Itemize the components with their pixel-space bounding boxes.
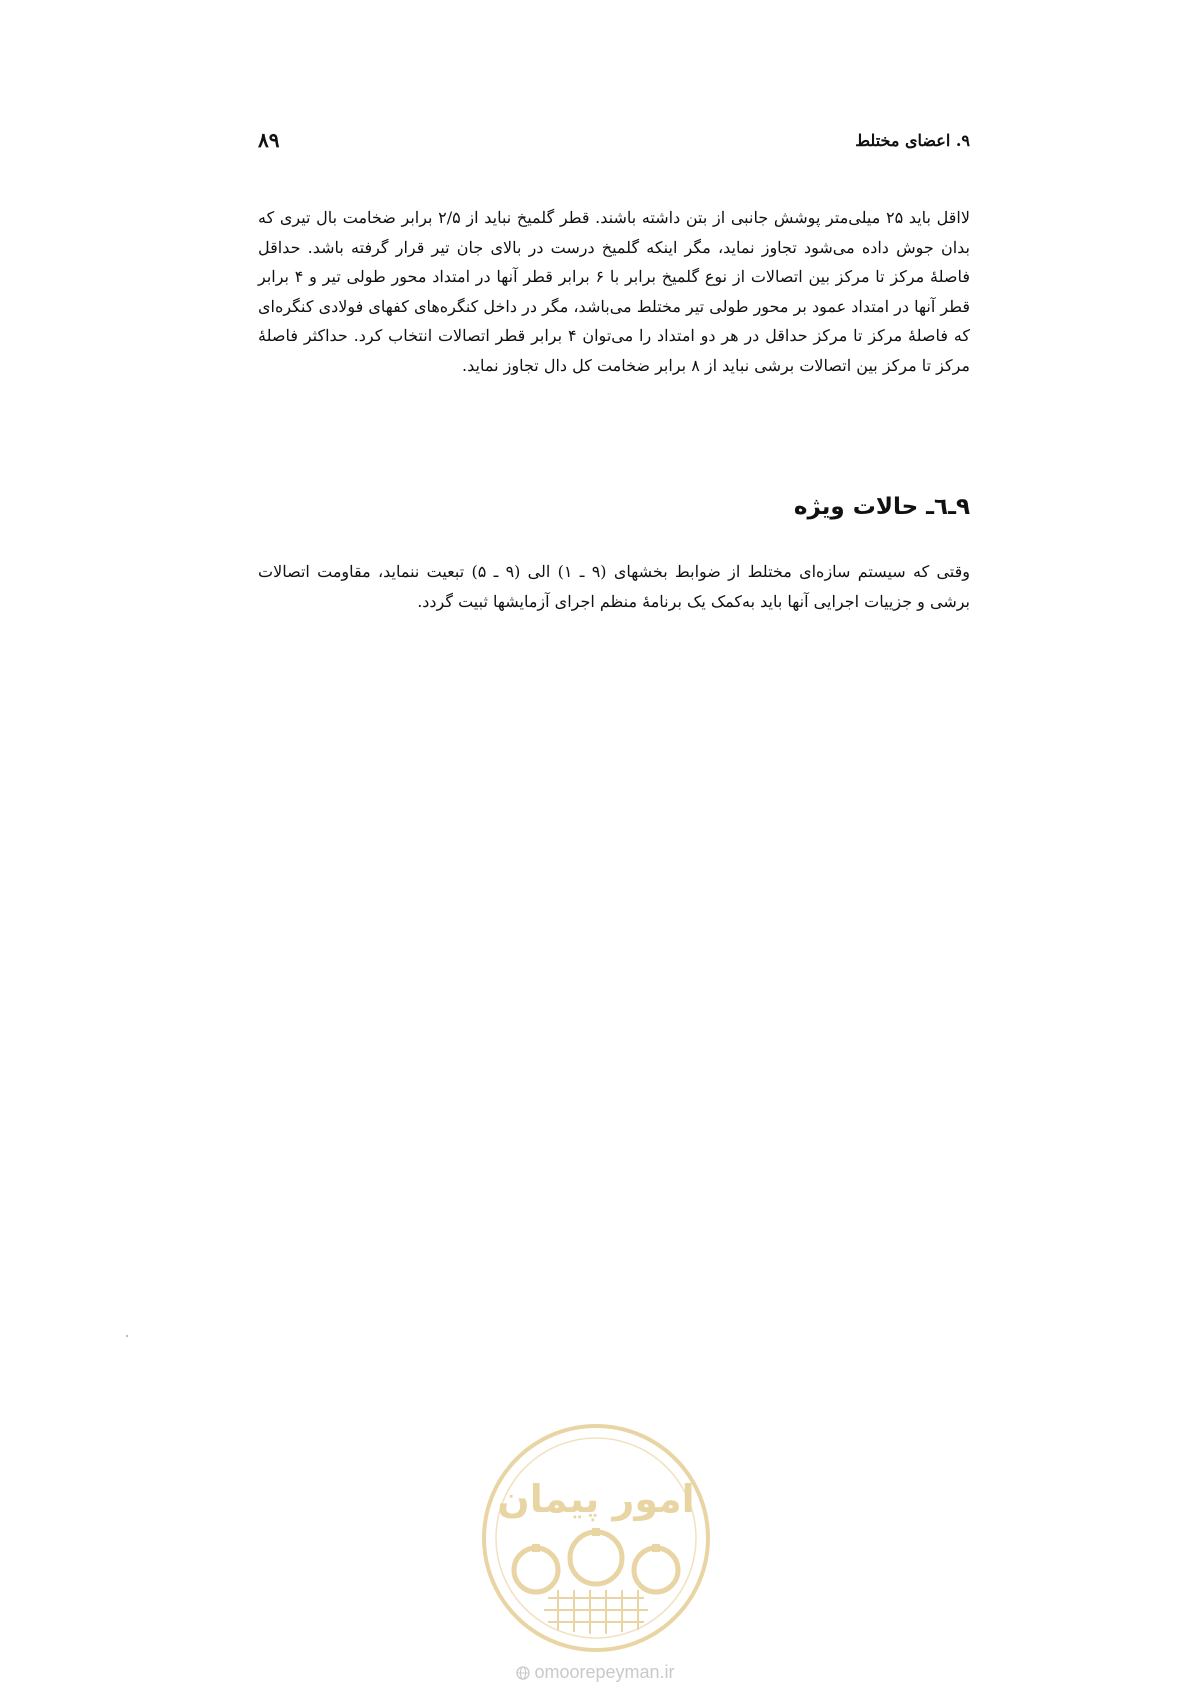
website-watermark [0, 1662, 1191, 1683]
page-number: ۸۹ [258, 128, 280, 152]
globe-icon [516, 1666, 530, 1680]
body-paragraph-2: وقتی که سیستم سازه‌ای مختلط از ضوابط بخشهای (۹ ـ ۱) الی (۹ ـ ۵) تبعیت ننماید، مقاومت اتصالات برشی و جزییات اجرایی آنها باید به‌کمک یک برنامهٔ منظم اجرای آزمایشها ثبیت گردد. [258, 562, 971, 611]
body-paragraph-1: لااقل باید ۲۵ میلی‌متر پوشش جانبی از بتن داشته باشند. قطر گلمیخ نباید از ۲/۵ برابر ضخامت بال تیری که بدان جوش داده می‌شود تجاوز نماید، مگر اینکه گلمیخ درست در بالای جان تیر قرار گرفته باشد. حداقل فاصلهٔ مرکز تا مرکز بین اتصالات از نوع گلمیخ برابر با ۶ برابر قطر آنها در امتداد محور طولی تیر و ۴ برابر قطر آنها در امتداد عمود بر محور طولی تیر مختلط می‌باشد، مگر در داخل کنگره‌های کفهای فولادی کنگره‌ای که فاصلهٔ مرکز تا مرکز حداقل در هر دو امتداد را می‌توان ۴ برابر قطر اتصالات انتخاب کرد. حداکثر فاصلهٔ مرکز تا مرکز بین اتصالات برشی نباید از ۸ برابر ضخامت کل دال تجاوز نماید. [258, 208, 971, 375]
watermark-text: omoorepeyman.ir [534, 1662, 675, 1682]
publisher-seal-logo [478, 1420, 714, 1656]
running-head [258, 125, 970, 155]
section-heading: ۹ـ٦ـ حالات ویژه [793, 494, 970, 520]
seal-text: امور پیمان [497, 1477, 695, 1521]
scan-artifact-dot [126, 1335, 128, 1337]
chapter-title: ۹. اعضای مختلط [855, 130, 970, 150]
